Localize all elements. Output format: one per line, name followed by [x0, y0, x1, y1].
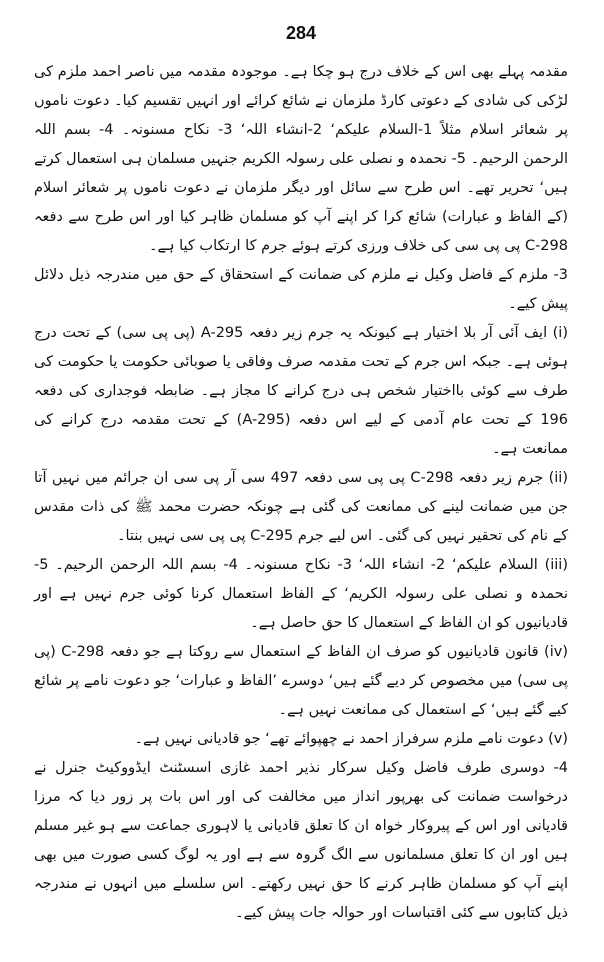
paragraph-4-prosecution: 4- دوسری طرف فاضل وکیل سرکار نذیر احمد غازی اسسٹنٹ ایڈووکیٹ جنرل نے درخواست ضمانت کی بھرپور انداز میں مخالفت کی اور اس بات پر زور دیا کہ مرزا قادیانی اور اس کے پیروکار خواہ ان کا تعلق قادیانی یا لاہوری جماعت سے ہو غیر مسلم ہیں اور ان کا تعلق مسلمانوں سے الگ گروہ سے ہے اور یہ لوگ کسی صورت میں بھی اپنے آپ کو مسلمان ظاہر کرنے کا حق نہیں رکھتے۔ اس سلسلے میں انہوں نے مندرجہ ذیل کتابوں سے کئی اقتباسات اور حوالہ جات پیش کیے۔ [34, 760, 568, 921]
paragraph-point-v: (v) دعوت نامے ملزم سرفراز احمد نے چھپوائے تھے‘ جو قادیانی نہیں ہے۔ [134, 731, 568, 747]
paragraph-point-iv: (iv) قانون قادیانیوں کو صرف ان الفاظ کے استعمال سے روکتا ہے جو دفعہ C-298 (پی پی سی) میں مخصوص کر دیے گئے ہیں‘ دوسرے ’الفاظ و عبارات‘ جو دعوت نامے پر شائع کیے گئے ہیں‘ کے استعمال کی ممانعت نہیں ہے۔ [34, 644, 569, 718]
paragraph-intro: مقدمہ پہلے بھی اس کے خلاف درج ہو چکا ہے۔ موجودہ مقدمہ میں ناصر احمد ملزم کی لڑکی کی شادی کے دعوتی کارڈ ملزمان نے شائع کرائے اور انہیں تقسیم کیا۔ دعوت ناموں پر شعائر اسلام مثلاً 1-السلام علیکم‘ 2-انشاء اللہ‘ 3- نکاح مسنونہ۔ 4- بسم اللہ الرحمن الرحیم۔ 5- نحمدہ و نصلی علی رسولہ الکریم جنہیں مسلمان ہی استعمال کرتے ہیں‘ تحریر تھے۔ اس طرح سے سائل اور دیگر ملزمان نے دعوت ناموں پر شعائر اسلام (کے الفاظ و عبارات) شائع کرا کر اپنے آپ کو مسلمان ظاہر کیا اور اس طرح سے دفعہ C-298 پی پی سی کی خلاف ورزی کرتے ہوئے جرم کا ارتکاب کیا ہے۔ [34, 64, 569, 254]
paragraph-point-i: (i) ایف آئی آر بلا اختیار ہے کیونکہ یہ جرم زیر دفعہ A-295 (پی پی سی) کے تحت درج ہوئی ہے۔ جبکہ اس جرم کے تحت مقدمہ صرف وفاقی یا صوبائی حکومت یا حکومت کی طرف سے کوئی بااختیار شخص ہی درج کرانے کا مجاز ہے۔ ضابطہ فوجداری کی دفعہ 196 کے تحت عام آدمی کے لیے اس دفعہ (A-295) کے تحت مقدمہ درج کرانے کی ممانعت ہے۔ [34, 325, 569, 457]
paragraph-point-ii: (ii) جرم زیر دفعہ C-298 پی پی سی دفعہ 497 سی آر پی سی ان جرائم میں نہیں آتا جن میں ضمانت لینے کی ممانعت کی گئی ہے چونکہ حضرت محمد ﷺ کی ذات مقدس کے نام کی تحقیر نہیں کی گئی۔ اس لیے جرم C-295 پی پی سی نہیں بنتا۔ [34, 470, 569, 544]
paragraph-3-defense-arguments: 3- ملزم کے فاضل وکیل نے ملزم کی ضمانت کے استحقاق کے حق میں مندرجہ ذیل دلائل پیش کیے۔ [34, 267, 568, 312]
paragraph-point-iii: (iii) السلام علیکم‘ 2- انشاء اللہ‘ 3- نکاح مسنونہ۔ 4- بسم اللہ الرحمن الرحیم۔ 5- نحمدہ و نصلی علی رسولہ الکریم‘ کے الفاظ استعمال کرنا کوئی جرم نہیں ہے اور قادیانیوں کو ان الفاظ کے استعمال کا حق حاصل ہے۔ [34, 557, 568, 631]
page-number: 284 [285, 23, 317, 43]
body-text [34, 58, 568, 928]
